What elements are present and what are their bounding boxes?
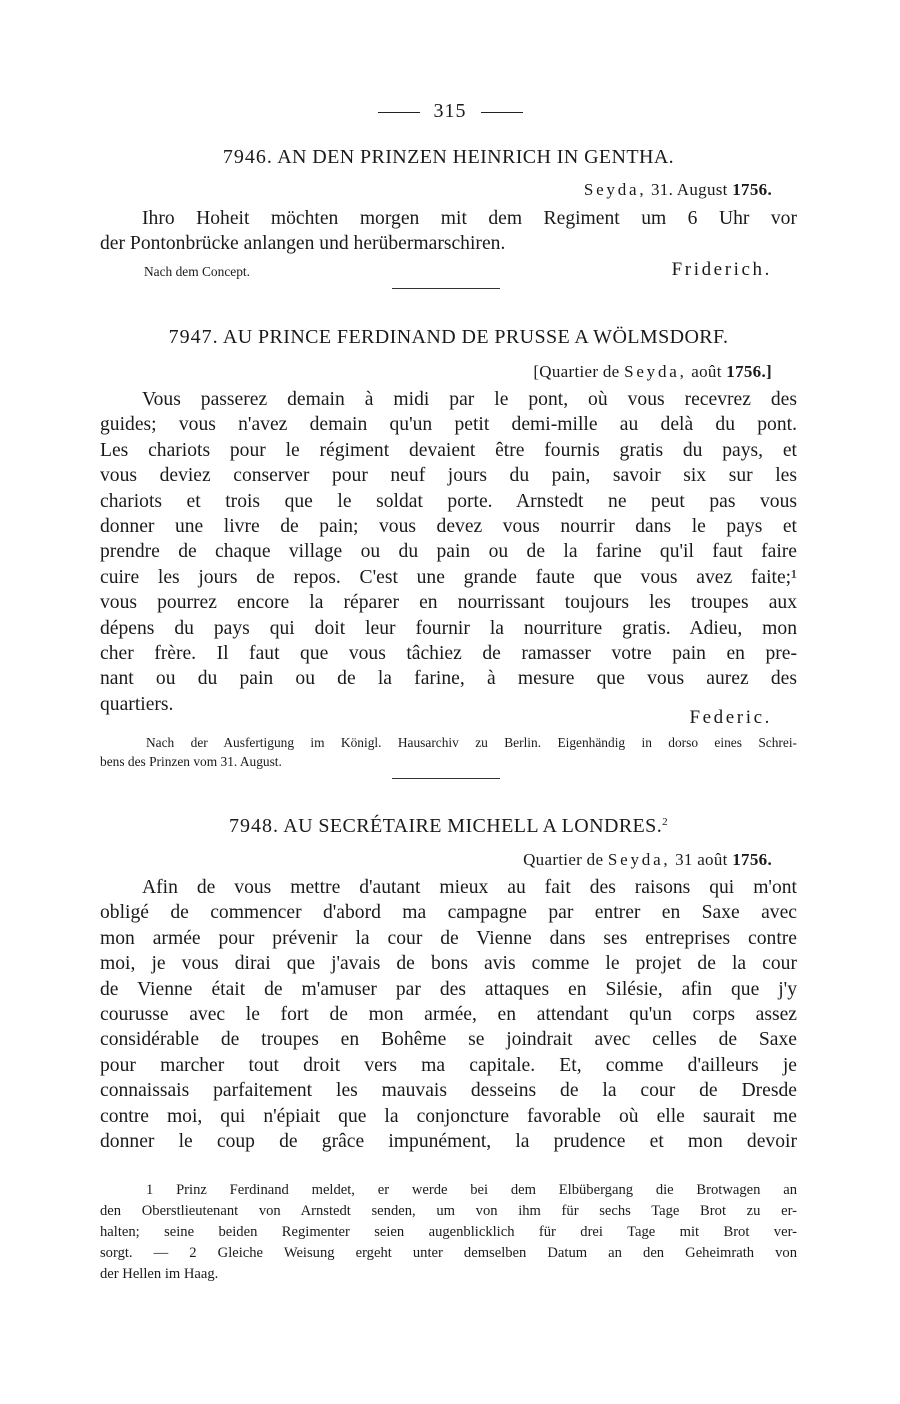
footnote-line: 1 Prinz Ferdinand meldet, er werde bei dem Elbübergang die Brotwagen an [146, 1182, 797, 1198]
footnote-line: den Oberstlieutenant von Arnstedt senden, um von ihm für sechs Tage Brot zu er- [100, 1203, 797, 1219]
body-line: nant ou du pain ou de la farine, à mesure que vous aurez des [100, 668, 797, 690]
body-line: cuire les jours de repos. C'est une grande faute que vous avez faite;¹ [100, 566, 797, 588]
letter-number: 7946. [222, 146, 273, 168]
letter-7946-heading [100, 146, 797, 169]
footnotes [100, 1180, 797, 1285]
footnote-line: der Hellen im Haag. [100, 1266, 219, 1282]
body-line: de Vienne était de m'amuser par des attaques en Silésie, afin que j'y [100, 978, 797, 1000]
dateline-day: 31. August [651, 180, 728, 199]
letter-7948-dateline [523, 850, 772, 870]
letter-7948-body [100, 875, 797, 1154]
source-line: Nach der Ausfertigung im Königl. Hausarchiv zu Berlin. Eigenhändig in dorso eines Schrei- [146, 735, 797, 750]
letter-7947-heading [100, 326, 797, 349]
body-line: vous pourrez encore la réparer en nourrissant toujours les troupes aux [100, 592, 797, 614]
footnote-line: sorgt. — 2 Gleiche Weisung ergeht unter demselben Datum an den Geheimrath von [100, 1245, 797, 1261]
letter-number: 7947. [168, 326, 219, 348]
dateline-year: 1756. [732, 180, 772, 199]
page-number [0, 100, 900, 123]
body-line: Afin de vous mettre d'autant mieux au fait des raisons qui m'ont [142, 877, 797, 898]
body-line: moi, je vous dirai que j'avais de bons avis comme le projet de la cour [100, 953, 797, 975]
section-divider [392, 288, 500, 289]
body-line: mon armée pour prévenir la cour de Vienne dans ses entreprises contre [100, 927, 797, 949]
dateline-place: Seyda, [583, 180, 647, 199]
letter-7946-signature: Friderich. [671, 259, 772, 280]
body-line: dépens du pays qui doit leur fournir la nourriture gratis. Adieu, mon [100, 617, 797, 639]
body-line: donner le coup de grâce impunément, la prudence et mon devoir [100, 1131, 797, 1153]
body-line: considérable de troupes en Bohême se joindrait avec celles de Saxe [100, 1029, 797, 1051]
letter-7947-signature: Federic. [689, 707, 772, 728]
dateline-year: 1756.] [726, 362, 772, 381]
body-line: courusse avec le fort de mon armée, en attendant qu'un corps assez [100, 1004, 797, 1026]
letter-7947-body [100, 387, 797, 717]
letter-7947-dateline [533, 362, 772, 382]
body-line: quartiers. [100, 693, 174, 715]
body-line: obligé de commencer d'abord ma campagne par entrer en Saxe avec [100, 902, 797, 924]
dateline-prefix: [Quartier de [533, 362, 620, 381]
body-line: Les chariots pour le régiment devaient être fournis gratis du pays, et [100, 439, 797, 461]
dateline-day: 31 août [675, 850, 728, 869]
body-line: pour marcher tout droit vers ma capitale. Et, comme d'ailleurs je [100, 1054, 797, 1076]
body-line: Vous passerez demain à midi par le pont, où vous recevrez des [142, 389, 797, 410]
letter-7946-body [100, 206, 797, 257]
section-divider [392, 778, 500, 779]
dateline-year: 1756. [732, 850, 772, 869]
body-line: contre moi, qui n'épiait que la conjoncture favorable où elle saurait me [100, 1105, 797, 1127]
page-number-value: 315 [433, 100, 467, 122]
body-line: prendre de chaque village ou du pain ou de la farine qu'il faut faire [100, 541, 797, 563]
dateline-prefix: Quartier de [523, 850, 604, 869]
letter-number: 7948. [229, 815, 279, 837]
dateline-place: Seyda, [607, 850, 671, 869]
footnote-line: halten; seine beiden Regimenter seien augenblicklich für drei Tage mit Brot ver- [100, 1224, 797, 1240]
letter-title: AU PRINCE FERDINAND DE PRUSSE A WÖLMSDORF. [222, 326, 729, 348]
body-line: Ihro Hoheit möchten morgen mit dem Regiment um 6 Uhr vor [142, 208, 797, 229]
body-line: cher frère. Il faut que vous tâchiez de ramasser votre pain en pre- [100, 643, 797, 665]
page-number-dash-left [378, 112, 420, 113]
letter-title: AN DEN PRINZEN HEINRICH IN GENTHA. [277, 146, 675, 168]
body-line: chariots et trois que le soldat porte. Arnstedt ne peut pas vous [100, 490, 797, 512]
letter-title: AU SECRÉTAIRE MICHELL A LONDRES. [283, 815, 663, 837]
letter-7947-source [100, 733, 797, 771]
body-line: vous deviez conserver pour neuf jours du pain, savoir six sur les [100, 465, 797, 487]
letter-7946-dateline [584, 180, 772, 200]
body-line: connaissais parfaitement les mauvais desseins de la cour de Dresde [100, 1080, 797, 1102]
body-line: donner une livre de pain; vous devez vous nourrir dans le pays et [100, 516, 797, 538]
body-line: guides; vous n'avez demain qu'un petit demi-mille au delà du pont. [100, 414, 797, 436]
letter-7946-source: Nach dem Concept. [144, 264, 250, 279]
body-line: der Pontonbrücke anlangen und herübermarschiren. [100, 233, 506, 255]
page-number-dash-right [481, 112, 523, 113]
source-line: bens des Prinzen vom 31. August. [100, 754, 282, 769]
dateline-day: août [691, 362, 722, 381]
footnote-ref: 2 [662, 816, 668, 828]
dateline-place: Seyda, [624, 362, 687, 381]
letter-7948-heading [100, 815, 797, 838]
